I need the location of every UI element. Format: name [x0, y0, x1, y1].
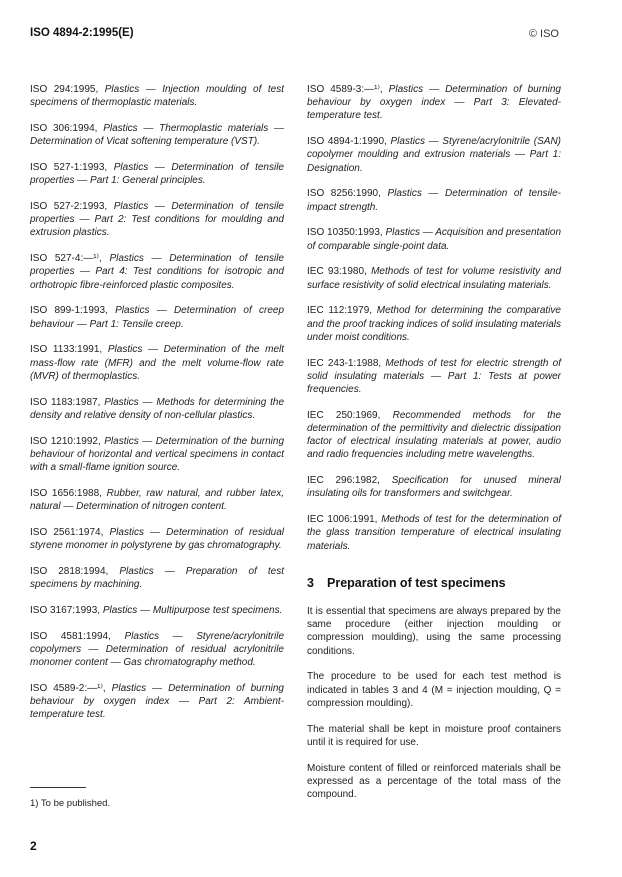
- reference-entry: [30, 565, 284, 591]
- reference-code: ISO 4589-2:—¹⁾,: [30, 682, 106, 694]
- reference-code: IEC 250:1969,: [307, 409, 381, 421]
- footnote: 1) To be published.: [30, 798, 111, 809]
- reference-entry: [30, 161, 284, 187]
- reference-entry: [30, 122, 284, 148]
- reference-entry: [30, 200, 284, 240]
- reference-entry: [307, 187, 561, 213]
- reference-title: Plastics — Multipurpose test specimens.: [102, 604, 283, 616]
- reference-entry: [307, 226, 561, 252]
- reference-title: Plastics — Thermoplastic materials — Determination of Vicat softening temperature (VST).: [30, 123, 285, 148]
- reference-title: Methods of test for volume resistivity and surface resistivity of solid electrical insulating materials.: [307, 266, 562, 291]
- reference-title: Methods of test for the determination of the glass transition temperature of electrical insulating materials.: [307, 514, 562, 552]
- reference-code: IEC 243-1:1988,: [307, 357, 382, 369]
- reference-title: Plastics — Determination of the burning behaviour of horizontal and vertical specimens in contact with a small-flame ignition source.: [30, 435, 284, 474]
- reference-title: Plastics — Determination of burning behaviour by oxygen index — Part 3: Elevated-temperature test.: [307, 84, 561, 122]
- reference-title: Plastics — Methods for determining the density and relative density of non-cellular plastics.: [30, 396, 285, 421]
- reference-entry: [307, 83, 561, 123]
- reference-entry: [307, 304, 561, 344]
- reference-title: Plastics — Determination of tensile-impact strength.: [307, 188, 561, 213]
- reference-code: ISO 2818:1994,: [30, 565, 109, 577]
- section-title: Preparation of test specimens: [327, 575, 506, 590]
- reference-code: ISO 8256:1990,: [307, 188, 381, 200]
- right-column: [307, 83, 561, 814]
- reference-code: ISO 4581:1994,: [30, 630, 111, 642]
- section-paragraph: The material shall be kept in moisture proof containers until it is required for use.: [307, 723, 561, 748]
- reference-entry: [307, 513, 561, 553]
- reference-title: Specification for unused mineral insulating oils for transformers and switchgear.: [307, 475, 561, 500]
- page-number: 2: [30, 839, 37, 853]
- reference-code: ISO 899-1:1993,: [30, 305, 108, 317]
- document-id-header: ISO 4894-2:1995(E): [30, 27, 134, 39]
- reference-entry: [30, 487, 284, 513]
- reference-entry: [307, 474, 561, 500]
- reference-code: ISO 294:1995,: [30, 84, 99, 95]
- reference-code: ISO 1656:1988,: [30, 487, 102, 499]
- reference-code: ISO 3167:1993,: [30, 604, 101, 616]
- reference-code: ISO 527-1:1993,: [30, 162, 108, 173]
- reference-title: Plastics — Determination of the melt mass-flow rate (MFR) and the melt volume-flow rate (MVR) of thermoplastics.: [30, 344, 285, 382]
- reference-title: Plastics — Determination of burning behaviour by oxygen index — Part 2: Ambient-temperature test.: [30, 682, 284, 721]
- reference-code: IEC 1006:1991,: [307, 514, 378, 526]
- reference-code: IEC 93:1980,: [307, 266, 367, 278]
- section-paragraph: It is essential that specimens are always prepared by the same procedure (either injection moulding or compression moulding), using the same processing conditions.: [307, 606, 561, 657]
- section-paragraph: The procedure to be used for each test method is indicated in tables 3 and 4 (M = injection moulding, Q = compression moulding).: [307, 671, 561, 709]
- reference-entry: [30, 682, 284, 722]
- reference-code: ISO 10350:1993,: [307, 227, 383, 239]
- reference-code: IEC 112:1979,: [307, 305, 373, 317]
- reference-entry: [30, 526, 284, 552]
- reference-entry: [307, 135, 561, 175]
- reference-title: Plastics — Preparation of test specimens by machining.: [30, 565, 284, 591]
- reference-code: ISO 2561:1974,: [30, 526, 104, 538]
- copyright-header: © ISO: [528, 28, 559, 40]
- reference-title: Plastics — Determination of residual styrene monomer in polystyrene by gas chromatography.: [30, 526, 284, 552]
- reference-entry: [30, 396, 284, 422]
- reference-code: ISO 4894-1:1990,: [307, 136, 387, 148]
- reference-entry: [30, 343, 284, 383]
- reference-entry: [307, 265, 561, 291]
- reference-title: Methods of test for electric strength of solid insulating materials — Part 1: Tests at power frequencies.: [307, 357, 561, 396]
- reference-code: IEC 296:1982,: [307, 475, 380, 487]
- reference-entry: [30, 435, 284, 475]
- reference-title: Plastics — Styrene/acrylonitrile (SAN) copolymer moulding and extrusion materials — Part 1: Designation.: [307, 136, 562, 174]
- reference-title: Plastics — Determination of creep behaviour — Part 1: Tensile creep.: [30, 305, 285, 330]
- reference-title: Method for determining the comparative and the proof tracking indices of solid insulating materials under moist conditions.: [307, 305, 561, 343]
- reference-title: Plastics — Determination of tensile properties — Part 2: Test conditions for moulding and extrusion plastics.: [30, 201, 284, 239]
- reference-code: ISO 1183:1987,: [30, 396, 101, 408]
- reference-code: ISO 306:1994,: [30, 123, 98, 134]
- reference-code: ISO 1133:1991,: [30, 344, 103, 356]
- section-number: 3: [307, 575, 314, 590]
- reference-title: Plastics — Acquisition and presentation of comparable single-point data.: [307, 227, 562, 252]
- left-column: [30, 83, 284, 734]
- reference-entry: [30, 252, 284, 292]
- reference-entry: [30, 83, 284, 109]
- reference-entry: [307, 357, 561, 397]
- reference-title: Rubber, raw natural, and rubber latex, natural — Determination of nitrogen content.: [30, 487, 284, 513]
- reference-code: ISO 527-2:1993,: [30, 201, 108, 212]
- reference-title: Plastics — Styrene/acrylonitrile copolymers — Determination of residual acrylonitrile monomer content — Gas chromatography method.: [30, 630, 285, 669]
- reference-title: Recommended methods for the determination of the permittivity and dielectric dissipation factor of electrical insulating materials at power, audio and radio frequencies including metre wavelengths.: [307, 409, 562, 461]
- footnote-rule: [30, 787, 86, 788]
- reference-entry: [307, 409, 561, 462]
- reference-code: ISO 1210:1992,: [30, 435, 101, 447]
- reference-title: Plastics — Determination of tensile properties — Part 4: Test conditions for isotropic and orthotropic fibre-reinforced plastic composites.: [30, 253, 284, 291]
- reference-entry: [30, 604, 284, 617]
- reference-title: Plastics — Injection moulding of test specimens of thermoplastic materials.: [30, 84, 284, 109]
- reference-title: Plastics — Determination of tensile properties — Part 1: General principles.: [30, 162, 284, 187]
- reference-code: ISO 4589-3:—¹⁾,: [307, 84, 383, 95]
- reference-entry: [30, 304, 284, 330]
- section-heading: [307, 577, 561, 590]
- reference-code: ISO 527-4:—¹⁾,: [30, 253, 102, 265]
- right-references: [307, 83, 561, 553]
- section-paragraph: Moisture content of filled or reinforced materials shall be expressed as a percentage of the total mass of the compound.: [307, 762, 561, 801]
- reference-entry: [30, 630, 284, 670]
